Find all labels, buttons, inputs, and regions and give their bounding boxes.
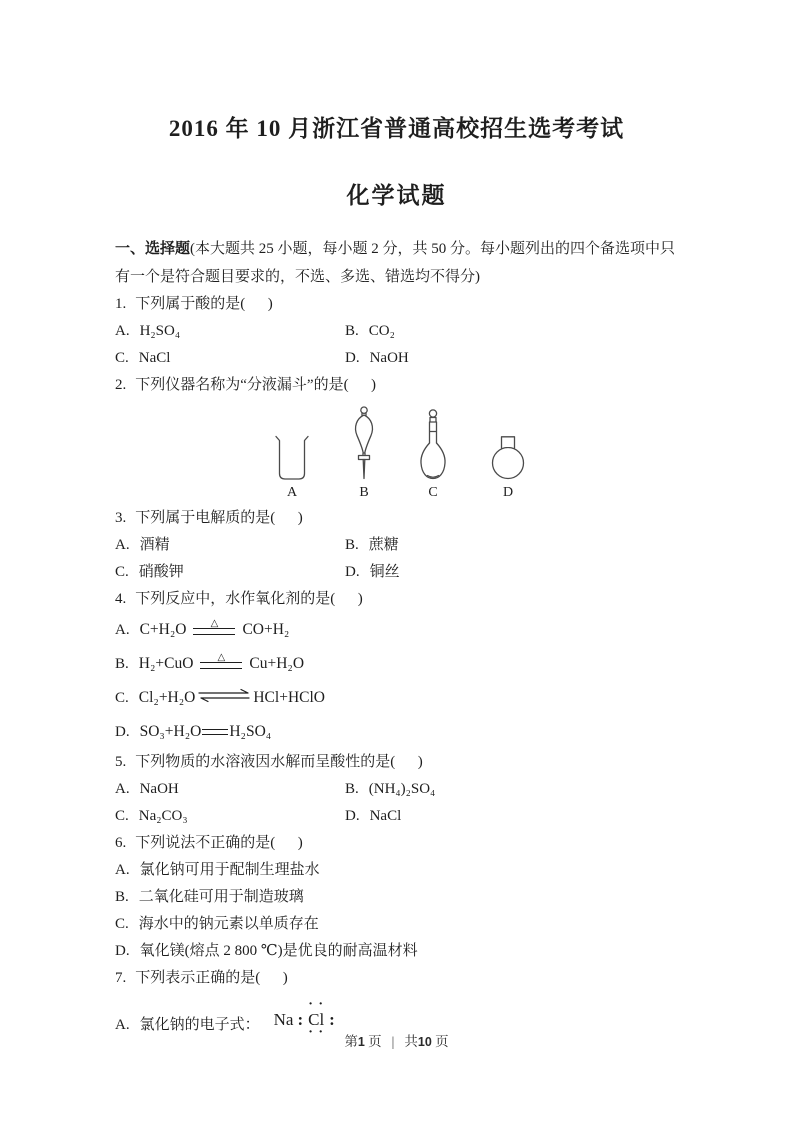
option-text: NaOH xyxy=(139,781,179,797)
page-title: 2016 年 10 月浙江省普通高校招生选考考试 xyxy=(168,116,625,141)
question-6-options xyxy=(115,857,685,965)
question-number: 3. xyxy=(115,510,127,526)
equation-left: C+H₂O xyxy=(139,621,187,638)
option-3d xyxy=(345,559,685,586)
question-text: 下列属于酸的是( ) xyxy=(135,296,273,312)
figure-label-d: D xyxy=(502,485,514,500)
lewis-colon-right: : xyxy=(329,1010,335,1029)
option-5a xyxy=(115,776,345,803)
equation-right: CO+H₂ xyxy=(242,621,290,638)
option-label: A. xyxy=(115,323,130,339)
option-text: Na₂CO₃ xyxy=(138,808,188,824)
question-number: 7. xyxy=(115,970,127,986)
section-description: (本大题共 25 小题，每小题 2 分，共 50 分。每小题列出的四个备选项中只有一个是符合题目要求的，不选、多选、错选均不得分) xyxy=(115,241,676,285)
question-4-stem xyxy=(115,586,685,613)
option-1b xyxy=(345,318,685,345)
option-label: D. xyxy=(115,943,130,959)
option-label: A. xyxy=(115,537,130,553)
apparatus-b xyxy=(351,406,377,481)
option-label: A. xyxy=(115,781,130,797)
option-6a xyxy=(115,857,685,884)
option-1d xyxy=(345,345,685,372)
page-prefix: 第 xyxy=(344,1034,358,1049)
option-label: A. xyxy=(115,1017,130,1033)
page-unit: 页 xyxy=(368,1034,382,1049)
lewis-dots-top: · · xyxy=(308,997,325,1012)
equation-left: H₂+CuO xyxy=(138,655,194,672)
question-6-stem xyxy=(115,830,685,857)
question-number: 6. xyxy=(115,835,127,851)
figure-label-c: C xyxy=(428,485,438,500)
option-text: 氧化镁(熔点 2 800 ℃)是优良的耐高温材料 xyxy=(139,943,418,959)
question-2-stem xyxy=(115,372,685,399)
delta-equals-icon xyxy=(193,619,235,635)
option-label: D. xyxy=(345,564,360,580)
option-1a xyxy=(115,318,345,345)
option-text: 酒精 xyxy=(139,537,170,553)
delta-symbol: △ xyxy=(217,652,226,664)
question-text: 下列物质的水溶液因水解而呈酸性的是( ) xyxy=(135,754,423,770)
figure-labels xyxy=(115,483,685,503)
lewis-colon-left: : xyxy=(297,1010,304,1029)
question-text: 下列仪器名称为“分液漏斗”的是( ) xyxy=(135,377,377,393)
option-text: 蔗糖 xyxy=(368,537,399,553)
option-label: C. xyxy=(115,689,129,706)
lewis-chlorine-group xyxy=(307,997,325,1040)
equation-left: Cl₂+H₂O xyxy=(138,689,196,706)
page-subtitle: 化学试题 xyxy=(346,183,447,208)
option-label: C. xyxy=(115,350,129,366)
equation-option-4d xyxy=(115,715,685,749)
option-text: 铜丝 xyxy=(369,564,400,580)
option-label: B. xyxy=(115,889,129,905)
option-text: 硝酸钾 xyxy=(138,564,184,580)
option-label: C. xyxy=(115,916,129,932)
apparatus-a xyxy=(273,435,311,481)
apparatus-c xyxy=(417,409,449,481)
option-label: D. xyxy=(345,350,360,366)
lewis-structure-nacl xyxy=(273,997,339,1040)
beaker-icon xyxy=(273,435,311,481)
option-label: A. xyxy=(115,621,130,638)
option-label: B. xyxy=(115,655,129,672)
option-label: D. xyxy=(115,723,130,740)
apparatus-d xyxy=(489,435,527,481)
option-label: B. xyxy=(345,537,359,553)
option-text: NaCl xyxy=(369,808,402,824)
reversible-arrows-icon xyxy=(197,688,251,708)
question-1-stem xyxy=(115,291,685,318)
delta-symbol: △ xyxy=(210,618,219,630)
option-text: CO₂ xyxy=(368,323,395,339)
total-number: 10 xyxy=(417,1035,432,1049)
lewis-dots-bottom: · · xyxy=(308,1025,325,1040)
equation-right: H₂SO₄ xyxy=(229,723,272,740)
option-text: 二氧化硅可用于制造玻璃 xyxy=(138,889,304,905)
total-prefix: 共 xyxy=(404,1034,418,1049)
option-6d xyxy=(115,938,685,965)
lewis-sodium: Na xyxy=(273,1010,294,1029)
option-text: NaOH xyxy=(369,350,409,366)
question-number: 4. xyxy=(115,591,127,607)
section-header xyxy=(115,235,685,291)
equals-double-line xyxy=(202,729,228,736)
equation-right: Cu+H₂O xyxy=(249,655,305,672)
page-number: 1 xyxy=(357,1035,365,1049)
question-text: 下列表示正确的是( ) xyxy=(135,970,288,986)
round-bottom-flask-icon xyxy=(489,435,527,481)
equation-option-4a xyxy=(115,613,685,647)
question-text: 下列反应中，水作氧化剂的是( ) xyxy=(135,591,363,607)
option-5d xyxy=(345,803,685,830)
question-3-stem xyxy=(115,505,685,532)
separating-funnel-icon xyxy=(351,406,377,481)
question-1-options xyxy=(115,318,685,372)
option-label: B. xyxy=(345,323,359,339)
lewis-chlorine: Cl xyxy=(308,1010,325,1029)
question-5-stem xyxy=(115,749,685,776)
question-number: 2. xyxy=(115,377,127,393)
option-5b xyxy=(345,776,685,803)
total-unit: 页 xyxy=(435,1034,449,1049)
equation-left: SO₃+H₂O xyxy=(139,723,202,740)
option-text: H₂SO₄ xyxy=(139,323,181,339)
option-6c xyxy=(115,911,685,938)
option-label: C. xyxy=(115,808,129,824)
question-text: 下列说法不正确的是( ) xyxy=(135,835,303,851)
question-number: 5. xyxy=(115,754,127,770)
option-label: B. xyxy=(345,781,359,797)
option-3b xyxy=(345,532,685,559)
option-text: 海水中的钠元素以单质存在 xyxy=(138,916,319,932)
question-2-figure xyxy=(115,405,685,481)
equation-option-4b xyxy=(115,647,685,681)
option-text: 氯化钠的电子式： xyxy=(139,1017,260,1033)
footer-separator: | xyxy=(391,1034,395,1049)
option-3c xyxy=(115,559,345,586)
option-6b xyxy=(115,884,685,911)
option-text: 氯化钠可用于配制生理盐水 xyxy=(139,862,320,878)
option-3a xyxy=(115,532,345,559)
question-number: 1. xyxy=(115,296,127,312)
question-3-options xyxy=(115,532,685,586)
option-label: C. xyxy=(115,564,129,580)
option-text: NaCl xyxy=(138,350,171,366)
exam-content xyxy=(115,235,685,1038)
option-1c xyxy=(115,345,345,372)
delta-equals-icon xyxy=(200,653,242,669)
question-7-stem xyxy=(115,965,685,992)
equation-option-4c xyxy=(115,681,685,715)
figure-label-a: A xyxy=(286,485,298,500)
option-label: A. xyxy=(115,862,130,878)
equation-right: HCl+HClO xyxy=(253,689,325,706)
option-5c xyxy=(115,803,345,830)
question-5-options xyxy=(115,776,685,830)
figure-label-b: B xyxy=(359,485,369,500)
option-text: (NH₄)₂SO₄ xyxy=(368,781,436,797)
question-text: 下列属于电解质的是( ) xyxy=(135,510,303,526)
section-heading: 一、选择题 xyxy=(115,241,191,257)
option-label: D. xyxy=(345,808,360,824)
volumetric-flask-icon xyxy=(417,409,449,481)
